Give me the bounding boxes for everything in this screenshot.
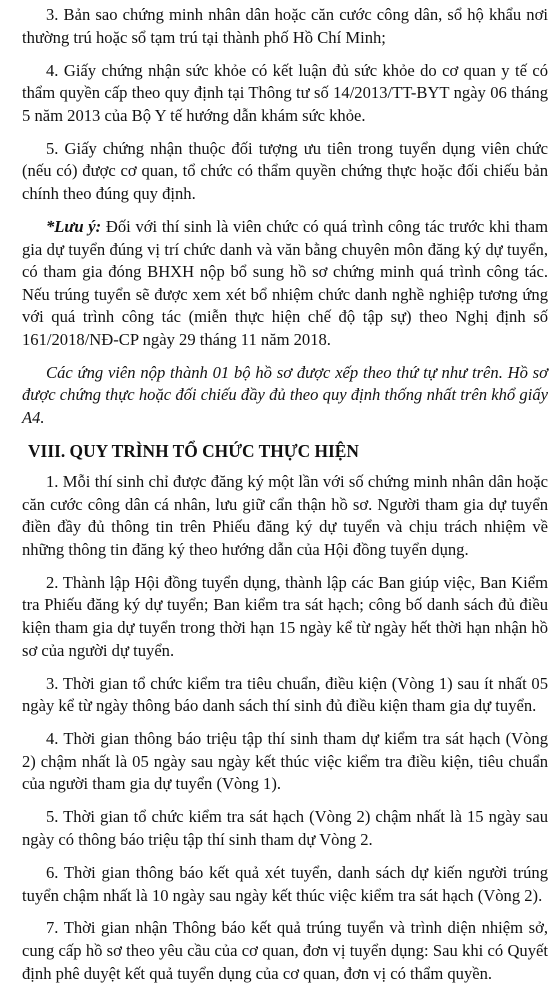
step-5-text: 5. Thời gian tổ chức kiểm tra sát hạch (Vòng 2) chậm nhất là 15 ngày sau ngày có thông báo triệu tập thí sinh tham dự Vòng 2. bbox=[22, 807, 548, 849]
step-7 bbox=[22, 917, 548, 985]
step-6-text: 6. Thời gian thông báo kết quả xét tuyển, danh sách dự kiến người trúng tuyển chậm nhất là 10 ngày sau ngày kết thúc việc kiểm tra sát hạch (Vòng 2). bbox=[22, 862, 548, 905]
paragraph-item-3 bbox=[22, 4, 548, 49]
step-3-text: 3. Thời gian tổ chức kiểm tra tiêu chuẩn, điều kiện (Vòng 1) sau ít nhất 05 ngày kể từ ngày thông báo danh sách thí sinh đủ điều kiện tham gia dự tuyển. bbox=[22, 673, 548, 716]
note-text: Đối với thí sinh là viên chức có quá trình công tác trước khi tham gia dự tuyển đúng vị trí chức danh và văn bằng chuyên môn đăng ký dự tuyển, có tham gia đóng BHXH nộp bổ sung hồ sơ chứng minh quá trình công tác. Nếu trúng tuyển sẽ được xem xét bổ nhiệm chức danh nghề nghiệp tương ứng với quá trình công tác (miễn thực hiện chế độ tập sự) theo Nghị định số 161/2018/NĐ-CP ngày 29 tháng 11 năm 2018. bbox=[22, 216, 548, 349]
paragraph-item-5 bbox=[22, 138, 548, 206]
section-heading: VIII. QUY TRÌNH TỔ CHỨC THỰC HIỆN bbox=[28, 441, 359, 462]
step-4 bbox=[22, 728, 548, 796]
step-1 bbox=[22, 471, 548, 561]
step-6 bbox=[22, 862, 548, 907]
paragraph-item-5-text: 5. Giấy chứng nhận thuộc đối tượng ưu tiên trong tuyển dụng viên chức (nếu có) được cơ quan, tổ chức có thẩm quyền chứng thực hoặc đối chiếu bản chính theo đúng quy định. bbox=[22, 138, 548, 203]
italic-note-text: Các ứng viên nộp thành 01 bộ hồ sơ được xếp theo thứ tự như trên. Hồ sơ được chứng thực hoặc đối chiếu đầy đủ theo quy định thống nhất trên khổ giấy A4. bbox=[22, 362, 548, 428]
step-3 bbox=[22, 673, 548, 718]
paragraph-italic-note bbox=[22, 362, 548, 430]
paragraph-item-4-text: 4. Giấy chứng nhận sức khỏe có kết luận đủ sức khỏe do cơ quan y tế có thẩm quyền cấp theo quy định tại Thông tư số 14/2013/TT-BYT ngày 06 tháng 5 năm 2013 của Bộ Y tế hướng dẫn khám sức khỏe. bbox=[22, 60, 548, 125]
step-1-text: 1. Mỗi thí sinh chỉ được đăng ký một lần với số chứng minh nhân dân hoặc căn cước công dân cá nhân, lưu giữ cẩn thận hồ sơ. Người tham gia dự tuyển điền đầy đủ thông tin trên Phiếu đăng ký dự tuyển và chịu trách nhiệm về những thông tin đăng ký theo hướng dẫn của Hội đồng tuyển dụng. bbox=[22, 472, 548, 559]
note-label: *Lưu ý: bbox=[46, 216, 102, 236]
paragraph-item-4 bbox=[22, 60, 548, 128]
step-2 bbox=[22, 572, 548, 662]
step-2-text: 2. Thành lập Hội đồng tuyển dụng, thành lập các Ban giúp việc, Ban Kiểm tra Phiếu đăng ký dự tuyển; Ban kiểm tra sát hạch; công bố danh sách đủ điều kiện tham gia dự tuyển trong thời hạn 15 ngày kể từ ngày hết thời hạn nhận hồ sơ của người dự tuyển. bbox=[22, 572, 548, 660]
paragraph-item-3-text: 3. Bản sao chứng minh nhân dân hoặc căn cước công dân, sổ hộ khẩu nơi thường trú hoặc sổ tạm trú tại thành phố Hồ Chí Minh; bbox=[22, 5, 548, 47]
step-5 bbox=[22, 806, 548, 851]
step-7-text: 7. Thời gian nhận Thông báo kết quả trúng tuyển và trình diện nhiệm sở, cung cấp hồ sơ theo yêu cầu của cơ quan, đơn vị tuyển dụng: Sau khi có Quyết định phê duyệt kết quả tuyển dụng của cơ quan, đơn vị có thẩm quyền. bbox=[22, 918, 548, 983]
step-4-text: 4. Thời gian thông báo triệu tập thí sinh tham dự kiểm tra sát hạch (Vòng 2) chậm nhất là 05 ngày sau ngày kết thúc việc kiểm tra điều kiện, tiêu chuẩn của người tham gia dự tuyển (Vòng 1). bbox=[22, 729, 548, 794]
paragraph-note bbox=[22, 216, 548, 352]
